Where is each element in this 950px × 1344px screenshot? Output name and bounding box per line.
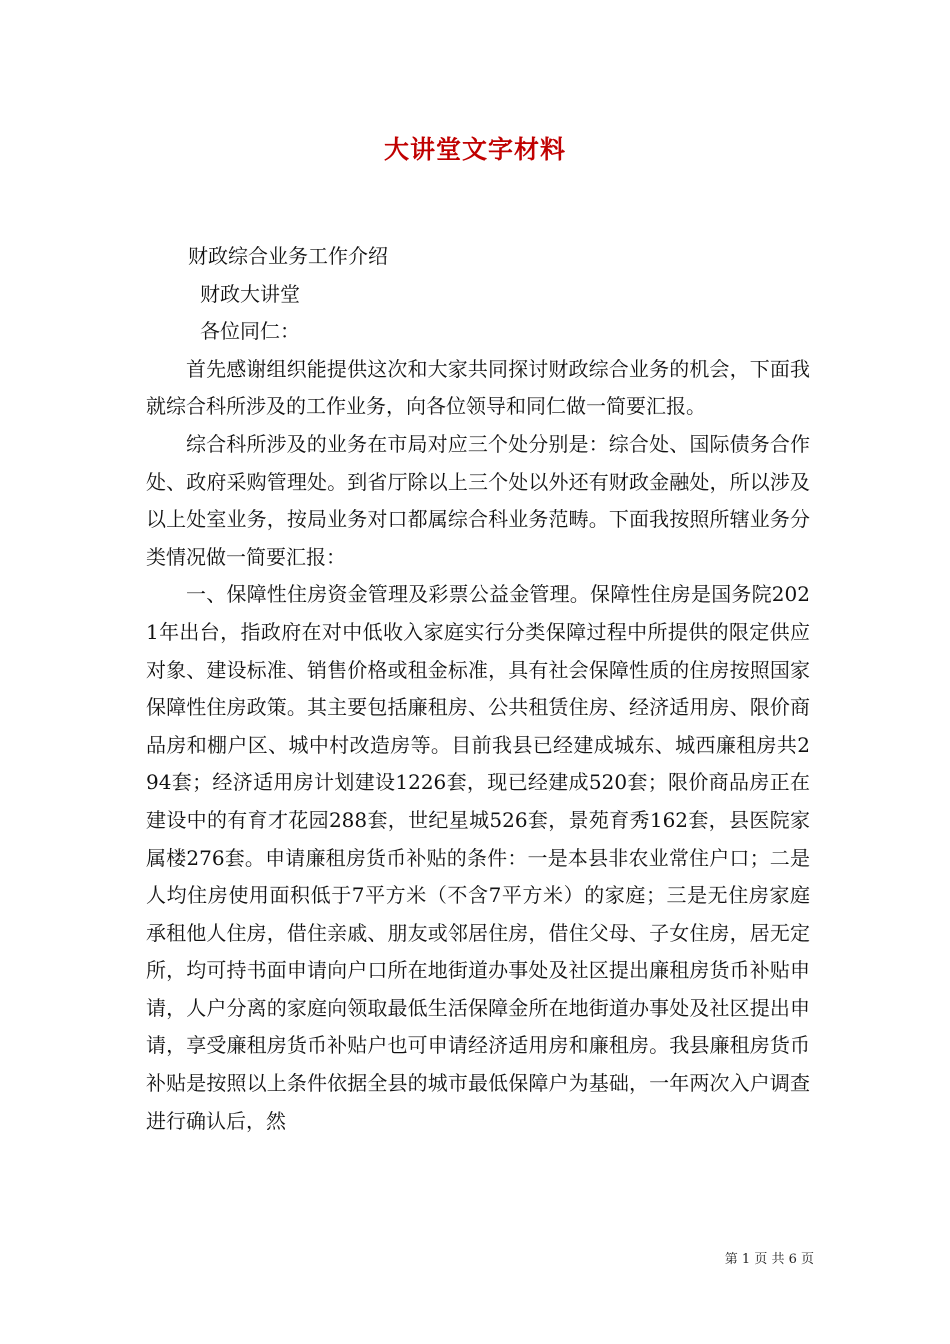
body-paragraph: 一、保障性住房资金管理及彩票公益金管理。保障性住房是国务院2021年出台，指政府在对中低收入家庭实行分类保障过程中所提供的限定供应对象、建设标准、销售价格或租金标准，具有社会保障性质的住房按照国家保障性住房政策。其主要包括廉租房、公共租赁住房、经济适用房、限价商品房和棚户区、城中村改造房等。目前我县已经建成城东、城西廉租房共294套；经济适用房计划建设1226套，现已经建成520套；限价商品房正在建设中的有育才花园288套，世纪星城526套，景苑育秀162套，县医院家属楼276套。申请廉租房货币补贴的条件：一是本县非农业常住户口；二是人均住房使用面积低于7平方米（不含7平方米）的家庭；三是无住房家庭承租他人住房，借住亲戚、朋友或邻居住房，借住父母、子女住房，居无定所，均可持书面申请向户口所在地街道办事处及社区提出廉租房货币补贴申请，人户分离的家庭向领取最低生活保障金所在地街道办事处及社区提出申请，享受廉租房货币补贴户也可申请经济适用房和廉租房。我县廉租房货币补贴是按照以上条件依据全县的城市最低保障户为基础，一年两次入户调查进行确认后，然 (146, 582, 810, 1133)
subject-line: 财政综合业务工作介绍 (188, 244, 388, 268)
document-body (146, 238, 810, 1140)
page-number: 第 1 页 共 6 页 (724, 1252, 814, 1267)
greeting-line: 各位同仁： (200, 319, 300, 344)
body-paragraph: 首先感谢组织能提供这次和大家共同探讨财政综合业务的机会，下面我就综合科所涉及的工作业务，向各位领导和同仁做一简要汇报。 (146, 356, 810, 419)
body-paragraph: 综合科所涉及的业务在市局对应三个处分别是：综合处、国际债务合作处、政府采购管理处。到省厅除以上三个处以外还有财政金融处，所以涉及以上处室业务，按局业务对口都属综合科业务范畴。下面我按照所辖业务分类情况做一简要汇报： (146, 431, 810, 569)
series-line: 财政大讲堂 (200, 281, 300, 306)
document-title: 大讲堂文字材料 (383, 135, 566, 164)
